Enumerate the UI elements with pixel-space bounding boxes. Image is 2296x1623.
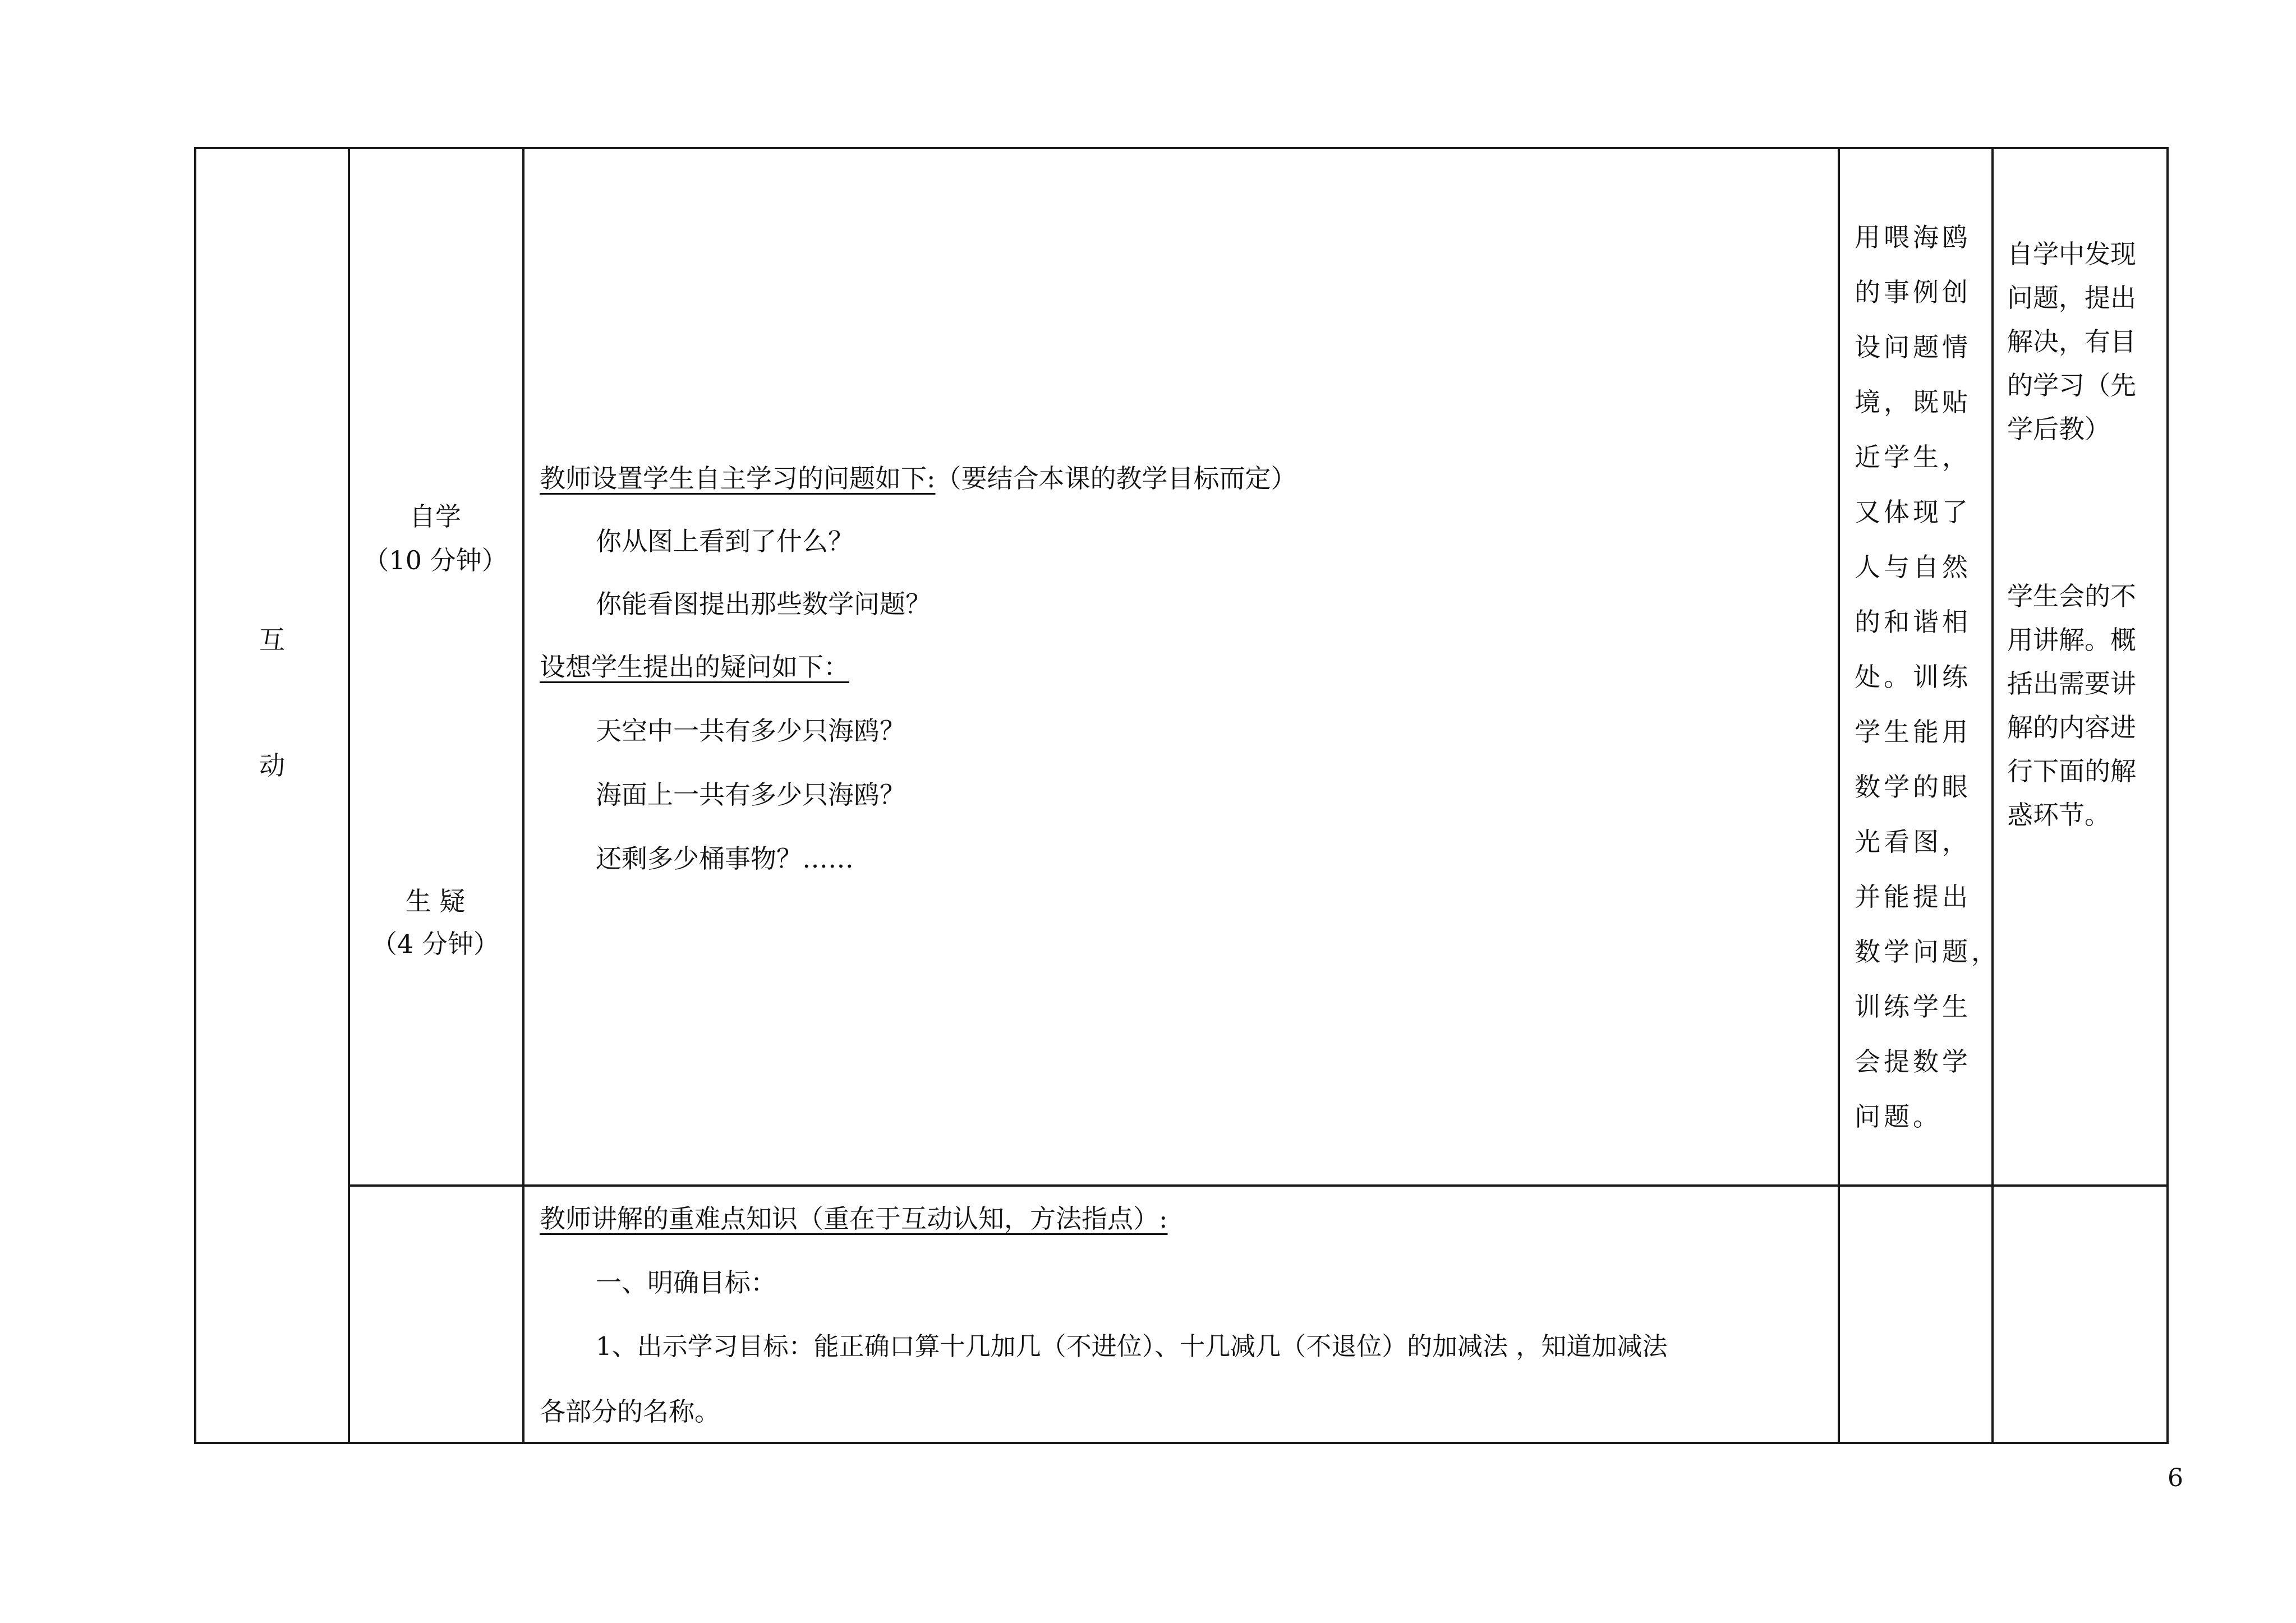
table-column-divider <box>522 147 524 1444</box>
stage-label-char-1: 互 <box>259 625 285 655</box>
phase-name-doubt: 生 疑 <box>405 886 466 916</box>
design-intent-line: 近学生， <box>1855 442 1971 472</box>
table-row-divider <box>349 1184 2169 1187</box>
objective-line-1: 1、出示学习目标：能正确口算十几加几（不进位）、十几减几（不退位）的加减法 ，知道加减法 <box>596 1331 1668 1361</box>
note-line: 用讲解。概 <box>2007 625 2136 655</box>
table-border-bottom <box>194 1442 2169 1444</box>
teacher-question: 你从图上看到了什么？ <box>596 526 854 556</box>
design-intent-line: 光看图， <box>1855 827 1971 857</box>
note-line: 惑环节。 <box>2007 800 2110 830</box>
note-line: 学后教） <box>2007 414 2110 444</box>
note-line: 问题，提出 <box>2007 283 2136 313</box>
objective-heading: 一、明确目标： <box>596 1267 776 1298</box>
student-question: 天空中一共有多少只海鸥？ <box>596 716 905 746</box>
stage-label-char-2: 动 <box>259 750 285 781</box>
table-column-divider <box>1838 147 1840 1444</box>
table-column-divider <box>348 147 350 1444</box>
note-line: 行下面的解 <box>2007 756 2136 786</box>
student-question-heading-text: 设想学生提出的疑问如下： <box>540 652 849 682</box>
note-line: 的学习（先 <box>2007 370 2136 400</box>
design-intent-line: 又体现了 <box>1855 497 1971 527</box>
note-line: 解决，有目 <box>2007 326 2136 357</box>
design-intent-line: 学生能用 <box>1855 717 1971 747</box>
design-intent-line: 的和谐相 <box>1855 607 1971 637</box>
design-intent-line: 的事例创 <box>1855 277 1971 307</box>
note-text-a <box>2007 232 2136 451</box>
self-study-heading-text: 教师设置学生自主学习的问题如下: <box>540 463 936 494</box>
design-intent-line: 训练学生 <box>1855 992 1971 1022</box>
phase-name-self-study: 自学 <box>409 501 461 532</box>
design-intent-line: 数学的眼 <box>1855 772 1971 802</box>
student-question: 海面上一共有多少只海鸥？ <box>596 780 905 810</box>
design-intent-line: 用喂海鸥 <box>1855 222 1971 252</box>
student-question: 还剩多少桶事物？…… <box>596 843 854 874</box>
design-intent-line: 数学问题， <box>1855 937 2000 967</box>
phase-time-self-study: （10 分钟） <box>363 545 508 575</box>
table-border-right <box>2166 147 2169 1444</box>
self-study-heading <box>540 463 1297 494</box>
objective-line-2: 各部分的名称。 <box>540 1396 720 1427</box>
phase-time-doubt: （4 分钟） <box>371 929 499 959</box>
key-knowledge-heading <box>540 1206 1168 1232</box>
note-line: 学生会的不 <box>2007 581 2136 611</box>
design-intent-line: 会提数学 <box>1855 1046 1971 1077</box>
note-text-b <box>2007 574 2136 837</box>
design-intent-line: 设问题情 <box>1855 332 1971 362</box>
teacher-question: 你能看图提出那些数学问题？ <box>596 589 931 619</box>
design-intent-text <box>1855 210 2000 1144</box>
design-intent-line: 人与自然 <box>1855 552 1971 582</box>
self-study-heading-note: （要结合本课的教学目标而定） <box>935 463 1297 494</box>
note-line: 括出需要讲 <box>2007 668 2136 699</box>
design-intent-line: 处。训练 <box>1855 662 1971 692</box>
table-border-top <box>194 147 2169 149</box>
design-intent-line: 问题。 <box>1855 1101 1942 1132</box>
page-number: 6 <box>2168 1464 2183 1492</box>
design-intent-line: 境，既贴 <box>1855 387 1971 417</box>
note-line: 解的内容进 <box>2007 712 2136 743</box>
key-knowledge-heading-text: 教师讲解的重难点知识（重在于互动认知，方法指点）: <box>540 1204 1168 1234</box>
note-line: 自学中发现 <box>2007 239 2136 269</box>
design-intent-line: 并能提出 <box>1855 882 1971 912</box>
student-question-heading <box>540 654 849 680</box>
table-border-left <box>194 147 196 1444</box>
